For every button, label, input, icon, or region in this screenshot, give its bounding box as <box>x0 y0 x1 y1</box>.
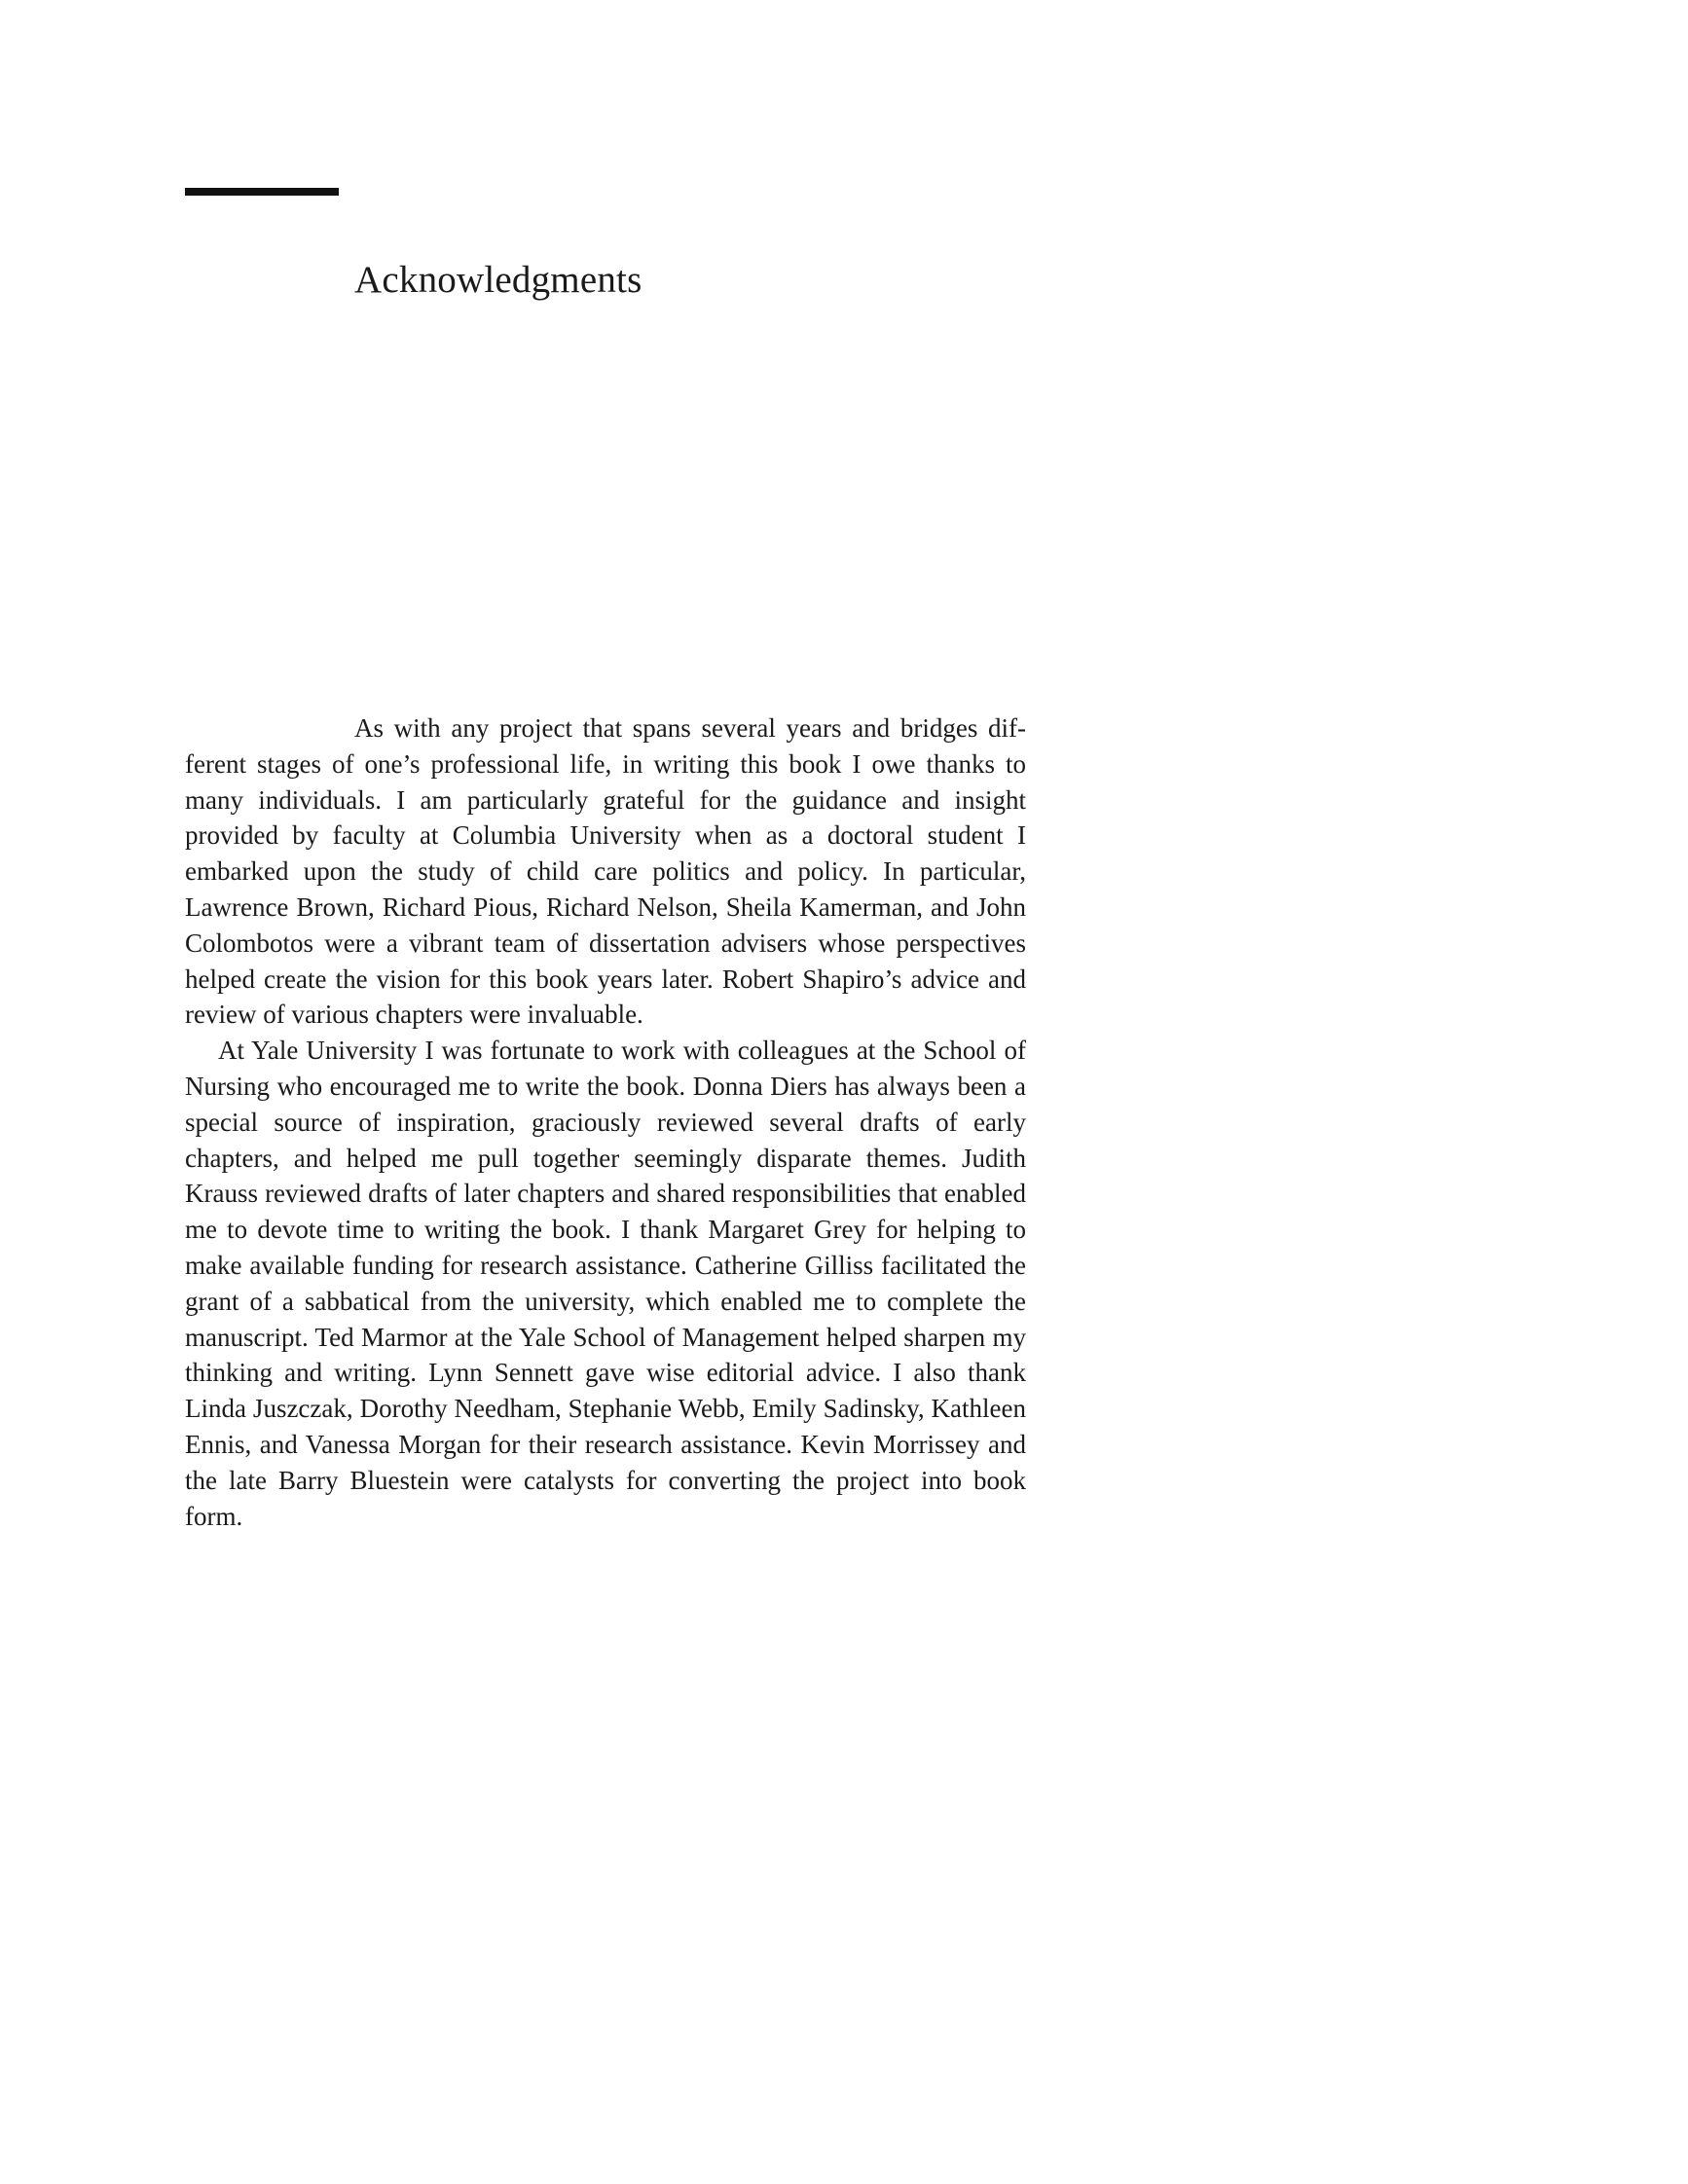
body-text <box>185 710 1026 1534</box>
paragraph-2: At Yale University I was fortunate to work with colleagues at the School of Nursing who encouraged me to write the book. Donna Diers has always been a special source of inspiration, graciously reviewed several drafts of early chapters, and helped me pull together seemingly disparate themes. Judith Krauss reviewed drafts of later chapters and shared responsibilities that enabled me to devote time to writing the book. I thank Margaret Grey for helping to make available funding for research assistance. Catherine Gilliss facilitated the grant of a sabbatical from the university, which enabled me to complete the manuscript. Ted Marmor at the Yale School of Management helped sharpen my thinking and writing. Lynn Sennett gave wise editorial advice. I also thank Linda Juszczak, Dorothy Needham, Stephanie Webb, Emily Sadinsky, Kathleen Ennis, and Vanessa Morgan for their research assistance. Kevin Morrissey and the late Barry Bluestein were catalysts for converting the project into book form. <box>185 1036 1026 1531</box>
page-title: Acknowledgments <box>354 259 642 301</box>
paragraph-1: As with any project that spans several years and bridges different stages of one’s professional life, in writing this book I owe thanks to many individuals. I am particularly grateful for the guidance and insight provided by faculty at Columbia University when as a doctoral student I embarked upon the study of child care politics and policy. In particular, Lawrence Brown, Richard Pious, Richard Nelson, Sheila Kamerman, and John Colombotos were a vibrant team of dissertation advisers whose perspectives helped create the vision for this book years later. Robert Shapiro’s advice and review of various chapters were invaluable. <box>185 713 1026 1030</box>
chapter-rule <box>185 188 339 196</box>
